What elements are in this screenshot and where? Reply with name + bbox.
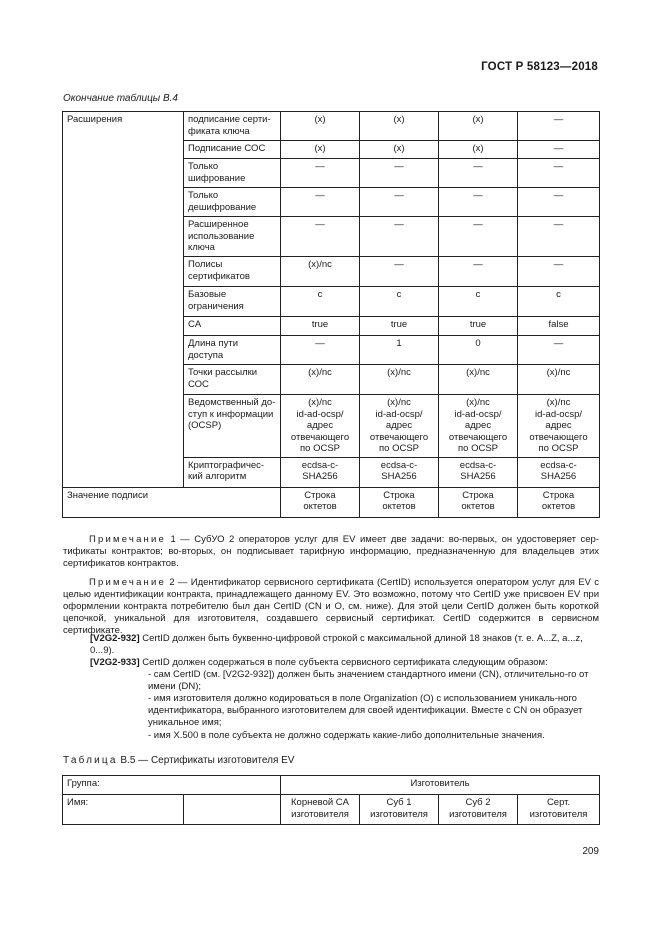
value-cell: (x)/nc id-ad-ocsp/ адрес отвечающего по OCSP [360, 395, 439, 458]
value-cell: ecdsa-c- SHA256 [360, 457, 439, 487]
requirement-text: CertID должен содержаться в поле субъекта сервисного сертификата следующим образом: [139, 657, 548, 668]
value-cell: (x) [360, 112, 439, 141]
row-label-cell: Подписание СОС [184, 141, 281, 159]
value-cell: (x)/nc [360, 365, 439, 395]
value-cell: c [360, 287, 439, 317]
row-label-cell: CA [184, 317, 281, 336]
value-cell: 0 [439, 336, 518, 365]
row-label-cell: Длина пути доступа [184, 336, 281, 365]
row-label-cell: Только шифрование [184, 159, 281, 188]
name-label-cell: Имя: [63, 795, 184, 825]
value-cell: — [439, 217, 518, 257]
table-row [63, 112, 600, 141]
name-value-cell: Серт. изготовителя [518, 795, 600, 825]
group-label-cell: Расширения [63, 112, 184, 488]
value-cell: — [360, 188, 439, 217]
value-cell: false [518, 317, 600, 336]
value-cell: — [439, 188, 518, 217]
value-cell: (x)/nc [439, 365, 518, 395]
value-cell: — [518, 336, 600, 365]
value-cell: true [360, 317, 439, 336]
value-cell: Строка октетов [439, 487, 518, 517]
value-cell: (x)/nc [281, 257, 360, 287]
value-cell: ecdsa-c- SHA256 [518, 457, 600, 487]
value-cell: 1 [360, 336, 439, 365]
value-cell: c [281, 287, 360, 317]
value-cell: (x)/nc id-ad-ocsp/ адрес отвечающего по OCSP [518, 395, 600, 458]
value-cell: Строка октетов [518, 487, 600, 517]
value-cell: ecdsa-c- SHA256 [439, 457, 518, 487]
value-cell: — [281, 217, 360, 257]
signature-label-cell: Значение подписи [63, 487, 281, 517]
row-label-cell: Только дешифрование [184, 188, 281, 217]
table-b4-caption: Окончание таблицы В.4 [63, 93, 178, 104]
row-label-cell: Базовые ограничения [184, 287, 281, 317]
value-cell: c [439, 287, 518, 317]
group-value-cell: Изготовитель [281, 776, 600, 795]
value-cell: — [518, 188, 600, 217]
value-cell: — [518, 141, 600, 159]
value-cell: — [281, 159, 360, 188]
bullet-item: - имя X.500 в поле субъекта не должно содержать какие-либо дополнительные значения. [148, 730, 545, 741]
table-b5-caption [63, 755, 294, 766]
row-label-cell: Криптографичес- кий алгоритм [184, 457, 281, 487]
value-cell: true [439, 317, 518, 336]
value-cell: (x)/nc id-ad-ocsp/ адрес отвечающего по OCSP [439, 395, 518, 458]
value-cell: Строка октетов [281, 487, 360, 517]
name-value-cell: Суб 2 изготовителя [439, 795, 518, 825]
requirement-id: [V2G2-933] [90, 657, 140, 668]
value-cell: ecdsa-c- SHA256 [281, 457, 360, 487]
value-cell: — [518, 159, 600, 188]
table-row [63, 487, 600, 517]
value-cell: — [360, 257, 439, 287]
row-label-cell: Ведомственный до- ступ к информации (OCSP) [184, 395, 281, 458]
row-label-cell: подписание серти- фиката ключа [184, 112, 281, 141]
table-b5 [62, 775, 600, 825]
value-cell: — [518, 257, 600, 287]
note-2-text: 2 — Идентификатор сервисного сертификата (CertID) используется оператором услуг для EV с целью идентификации контракта, принадлежащего данному EV. Это возможно, потому что CertID уже присвоен EV при оформлении контракта потребителю был дан CertID (CN и O, см. ниже). Для этой цели CertID должен быть короткой цепочкой, уникальной для изготовителя, создавшего сервисный сертификат. CertID содержится в сервисном сертификате. [63, 577, 599, 636]
value-cell: (x)/nc [518, 365, 600, 395]
value-cell: — [439, 257, 518, 287]
name-value-cell: Суб 1 изготовителя [360, 795, 439, 825]
requirement-id: [V2G2-932] [90, 633, 140, 644]
group-label-cell: Группа: [63, 776, 281, 795]
note-1 [63, 534, 599, 570]
value-cell: Строка октетов [360, 487, 439, 517]
note-1-prefix: Примечание [89, 534, 166, 545]
table-b4 [62, 111, 600, 518]
note-1-text: 1 — СубУО 2 операторов услуг для EV имеет две задачи: во-первых, он удостоверяет сер-тификаты контрактов; во-вторых, он подписывает тарифную информацию, предназначенную для владельцев этих сертификатов контрактов. [63, 534, 599, 569]
note-2 [63, 577, 599, 637]
table-b5-caption-text: B.5 — Сертификаты изготовителя EV [117, 755, 295, 766]
page-number: 209 [582, 846, 599, 857]
value-cell: (x) [439, 112, 518, 141]
name-value-cell: Корневой CA изготовителя [281, 795, 360, 825]
row-label-cell: Полисы сертификатов [184, 257, 281, 287]
value-cell: — [360, 159, 439, 188]
requirement-v2g2-932 [90, 633, 599, 657]
value-cell: c [518, 287, 600, 317]
requirement-text: CertID должен быть буквенно-цифровой строкой с максимальной длиной 18 знаков (т. е. A...Z, a...z, 0...9). [90, 633, 583, 656]
requirement-v2g2-933 [90, 657, 599, 669]
value-cell: (x)/nc id-ad-ocsp/ адрес отвечающего по OCSP [281, 395, 360, 458]
value-cell: — [360, 217, 439, 257]
value-cell: — [439, 159, 518, 188]
value-cell: — [281, 336, 360, 365]
bullet-item: - сам CertID (см. [V2G2-932]) должен быть значением стандартного имени (CN), отличительно-го от имени (DN); [148, 669, 589, 692]
document-id: ГОСТ Р 58123—2018 [481, 61, 598, 73]
value-cell: — [518, 112, 600, 141]
note-2-prefix: Примечание [89, 577, 166, 588]
empty-cell [184, 795, 281, 825]
value-cell: (x) [281, 141, 360, 159]
value-cell: true [281, 317, 360, 336]
row-label-cell: Точки рассылки СОС [184, 365, 281, 395]
value-cell: — [281, 188, 360, 217]
row-label-cell: Расширенное использование ключа [184, 217, 281, 257]
value-cell: — [518, 217, 600, 257]
value-cell: (x) [360, 141, 439, 159]
bullet-item: - имя изготовителя должно кодироваться в поле Organization (O) с использованием уникаль-ного идентификатора, выбранного изготовителем для своей идентификации. Вместе с CN он образует уникальное имя; [148, 693, 583, 728]
value-cell: (x) [439, 141, 518, 159]
value-cell: (x)/nc [281, 365, 360, 395]
value-cell: (x) [281, 112, 360, 141]
table-b5-caption-prefix: Таблица [63, 755, 118, 766]
